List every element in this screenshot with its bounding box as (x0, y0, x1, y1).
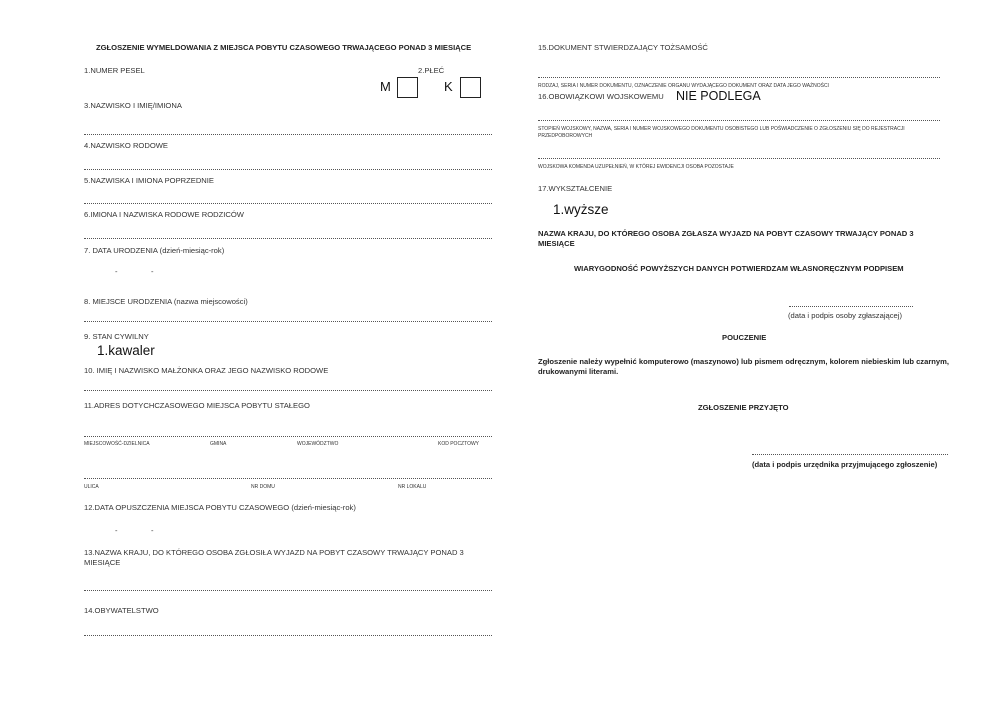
address-caption-house-no: NR DOMU (251, 484, 275, 490)
address-caption-voivodeship: WOJEWÓDZTWO (297, 441, 339, 447)
birth-date-separator: - (151, 267, 154, 276)
field-parents[interactable] (84, 238, 492, 239)
label-education: 17.WYKSZTAŁCENIE (538, 184, 613, 193)
label-pesel: 1.NUMER PESEL (84, 66, 145, 75)
military-document-caption: STOPIEŃ WOJSKOWY, NAZWA, SERIA I NUMER WOJSKOWEGO DOKUMENTU OSOBISTEGO LUB POŚWIADCZENIE O ZGŁOSZENIU SIĘ DO REJESTRACJI PRZEDPOBOROWYCH (538, 126, 905, 139)
label-name: 3.NAZWISKO I IMIĘ/IMIONA (84, 101, 182, 110)
field-id-document[interactable] (538, 77, 940, 78)
departure-date-separator: - (115, 526, 118, 535)
field-address-line1[interactable] (84, 436, 492, 437)
applicant-signature-line[interactable] (789, 306, 913, 307)
label-country-departure: NAZWA KRAJU, DO KTÓREGO OSOBA ZGŁASZA WYJAZD NA POBYT CZASOWY TRWAJĄCY PONAD 3 MIESIĄCE (538, 229, 914, 248)
label-spouse: 10. IMIĘ I NAZWISKO MAŁŻONKA ORAZ JEGO NAZWISKO RODOWE (84, 366, 329, 375)
label-sex: 2.PŁEĆ (418, 66, 445, 75)
birth-date-separator: - (115, 267, 118, 276)
field-destination-country[interactable] (84, 590, 492, 591)
label-departure-date: 12.DATA OPUSZCZENIA MIEJSCA POBYTU CZASOWEGO (dzień-miesiąc-rok) (84, 503, 356, 512)
field-birth-place[interactable] (84, 321, 492, 322)
instructions-text: Zgłoszenie należy wypełnić komputerowo (maszynowo) lub pismem odręcznym, kolorem niebieskim lub czarnym, drukowanymi literami. (538, 357, 950, 376)
address-caption-postcode: KOD POCZTOWY (438, 441, 480, 447)
label-address: 11.ADRES DOTYCHCZASOWEGO MIEJSCA POBYTU STAŁEGO (84, 401, 310, 410)
official-signature-caption: (data i podpis urzędnika przyjmującego zgłoszenie) (752, 460, 938, 469)
field-military-document[interactable] (538, 120, 940, 121)
confirmation-statement: WIARYGODNOŚĆ POWYŻSZYCH DANYCH POTWIERDZAM WŁASNORĘCZNYM PODPISEM (574, 264, 904, 273)
field-previous-names[interactable] (84, 203, 492, 204)
label-previous-names: 5.NAZWISKA I IMIONA POPRZEDNIE (84, 176, 214, 185)
id-document-caption: RODZAJ, SERIA I NUMER DOKUMENTU, OZNACZENIE ORGANU WYDAJĄCEGO DOKUMENT ORAZ DATA JEGO WAŻNOŚCI (538, 83, 829, 89)
label-birth-place: 8. MIEJSCE URODZENIA (nazwa miejscowości) (84, 297, 248, 306)
field-military-office[interactable] (538, 158, 940, 159)
label-id-document: 15.DOKUMENT STWIERDZAJĄCY TOŻSAMOŚĆ (538, 43, 708, 52)
label-birth-date: 7. DATA URODZENIA (dzień-miesiąc-rok) (84, 246, 225, 255)
departure-date-separator: - (151, 526, 154, 535)
field-spouse[interactable] (84, 390, 492, 391)
form-title: ZGŁOSZENIE WYMELDOWANIA Z MIEJSCA POBYTU CZASOWEGO TRWAJĄCEGO PONAD 3 MIESIĄCE (96, 43, 472, 52)
official-signature-line[interactable] (752, 454, 948, 455)
field-citizenship[interactable] (84, 635, 492, 636)
label-family-name: 4.NAZWISKO RODOWE (84, 141, 168, 150)
label-parents: 6.IMIONA I NAZWISKA RODOWE RODZICÓW (84, 210, 244, 219)
label-military: 16.OBOWIĄZKOWI WOJSKOWEMU (538, 92, 664, 101)
address-caption-apt-no: NR LOKALU (398, 484, 427, 490)
military-value[interactable]: NIE PODLEGA (676, 89, 761, 103)
sex-m-label: M (380, 79, 391, 94)
marital-status-value[interactable]: 1.kawaler (97, 343, 155, 358)
education-value[interactable]: 1.wyższe (553, 202, 609, 217)
sex-k-checkbox[interactable] (460, 77, 481, 98)
label-destination-country: 13.NAZWA KRAJU, DO KTÓREGO OSOBA ZGŁOSIŁA WYJAZD NA POBYT CZASOWY TRWAJĄCY PONAD 3 MIESIĄCE (84, 548, 464, 567)
field-address-line2[interactable] (84, 478, 492, 479)
sex-k-label: K (444, 79, 453, 94)
sex-m-checkbox[interactable] (397, 77, 418, 98)
label-marital-status: 9. STAN CYWILNY (84, 332, 149, 341)
field-family-name[interactable] (84, 169, 492, 170)
field-name[interactable] (84, 134, 492, 135)
address-caption-street: ULICA (84, 484, 99, 490)
accepted-heading: ZGŁOSZENIE PRZYJĘTO (698, 403, 789, 412)
label-citizenship: 14.OBYWATELSTWO (84, 606, 159, 615)
applicant-signature-caption: (data i podpis osoby zgłaszającej) (788, 311, 902, 320)
instructions-heading: POUCZENIE (722, 333, 767, 342)
address-caption-commune: GMINA (210, 441, 227, 447)
military-office-caption: WOJSKOWA KOMENDA UZUPEŁNIEŃ, W KTÓREJ EWIDENCJI OSOBA POZOSTAJE (538, 164, 734, 170)
address-caption-town: MIEJSCOWOŚĆ-DZIELNICA (84, 441, 150, 447)
